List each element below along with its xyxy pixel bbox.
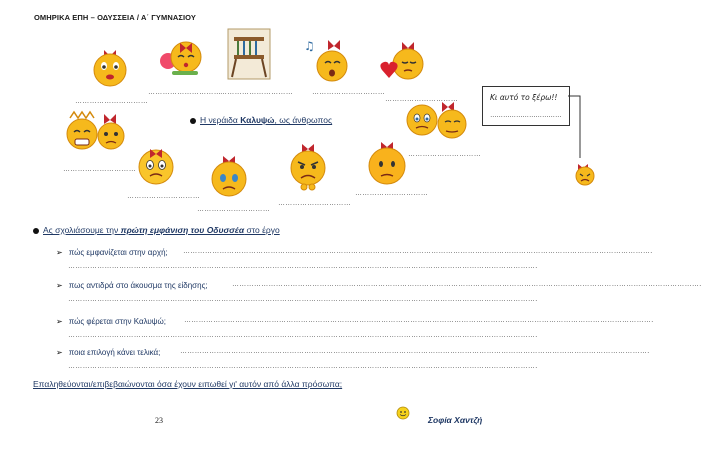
answer-line[interactable]: …………………………………………………………………………………………………………………………………………………………………………. xyxy=(232,281,701,288)
answer-line[interactable]: …………………………………………………………………………………………………………………………………………………………………………. xyxy=(68,296,538,303)
answer-line[interactable]: …………………………………………………………………………………………………………………………………………………………………………. xyxy=(180,348,650,355)
arrow-bullet-icon: ➢ xyxy=(56,248,63,257)
answer-line[interactable]: …………………………………………………………………………………………………………………………………………………………………………. xyxy=(184,317,654,324)
blank-line[interactable]: ………………………… xyxy=(278,200,351,207)
blank-line[interactable]: ………………………… xyxy=(408,151,481,158)
smiley-heart-icon xyxy=(378,38,426,86)
smiley-blowing-kiss-icon xyxy=(158,35,202,75)
answer-line[interactable]: …………………………………………………………………………………………………………………………………………………………………………. xyxy=(68,363,538,370)
arrow-bullet-icon: ➢ xyxy=(56,317,63,326)
question-item: ➢ πώς εμφανίζεται στην αρχή; xyxy=(56,248,168,257)
arrow-bullet-icon: ➢ xyxy=(56,348,63,357)
blank-line[interactable]: ………………………… xyxy=(355,190,428,197)
closing-question: Επαληθεύονται/επιβεβαιώνονται όσα έχουν ειπωθεί γι' αυτόν από άλλα πρόσωπα; xyxy=(33,379,343,389)
answer-line[interactable]: …………………………………………………………………………………………………………………………………………………………………………. xyxy=(183,248,653,255)
page-header-title: ΟΜΗΡΙΚΑ ΕΠΗ – ΟΔΥΣΣΕΙΑ / Α΄ ΓΥΜΝΑΣΙΟΥ xyxy=(34,13,196,22)
smiley-singing-icon xyxy=(302,36,348,84)
loom-icon xyxy=(226,25,272,83)
arrow-bullet-icon: ➢ xyxy=(56,281,63,290)
small-smiley-icon xyxy=(396,406,410,420)
blank-line[interactable]: ………………………… xyxy=(63,166,136,173)
smiley-crying-icon xyxy=(62,108,132,158)
callout-box xyxy=(482,86,570,126)
blank-line[interactable]: ………………………… xyxy=(312,89,385,96)
question-item: ➢ ποια επιλογή κάνει τελικά; xyxy=(56,348,161,357)
page-number: 23 xyxy=(155,416,163,425)
bullet-icon xyxy=(33,228,39,234)
smiley-worried-icon xyxy=(208,152,250,198)
smiley-girl-icon xyxy=(90,42,130,88)
question-item: ➢ πώς φέρεται στην Καλυψώ; xyxy=(56,317,166,326)
bullet-icon xyxy=(190,118,196,124)
questions-heading: Ας σχολιάσουμε την πρώτη εμφάνιση του Οδυσσέα στο έργο xyxy=(33,225,280,235)
blank-line[interactable]: ………………………… xyxy=(75,98,148,105)
smiley-sad-icon xyxy=(365,140,409,188)
blank-line[interactable]: ………………………… xyxy=(127,193,200,200)
blank-line[interactable]: ………………………… xyxy=(197,206,270,213)
answer-line[interactable]: …………………………………………………………………………………………………………………………………………………………………………. xyxy=(68,263,538,270)
section-title: Η νεράιδα Καλυψώ, ως άνθρωπος xyxy=(190,115,332,125)
smiley-worried-icon xyxy=(402,100,472,142)
callout-text: Κι αυτό το ξέρω!! xyxy=(490,93,558,102)
smiley-angry-icon xyxy=(286,140,330,192)
question-item: ➢ πως αντιδρά στο άκουσμα της είδησης; xyxy=(56,281,208,290)
svg-text:♫: ♫ xyxy=(304,39,315,53)
callout-blank[interactable]: …………………………… xyxy=(490,112,562,119)
author-name: Σοφία Χαντζή xyxy=(428,415,483,425)
answer-line[interactable]: …………………………………………………………………………………………………………………………………………………………………………. xyxy=(68,332,538,339)
smiley-sad-icon xyxy=(136,143,176,189)
small-smiley-icon xyxy=(574,162,596,186)
blank-line[interactable]: ………………………… xyxy=(385,96,458,103)
callout-connector xyxy=(568,94,598,164)
blank-line[interactable]: ………………………… xyxy=(220,89,293,96)
blank-line[interactable]: ………………………… xyxy=(148,89,221,96)
